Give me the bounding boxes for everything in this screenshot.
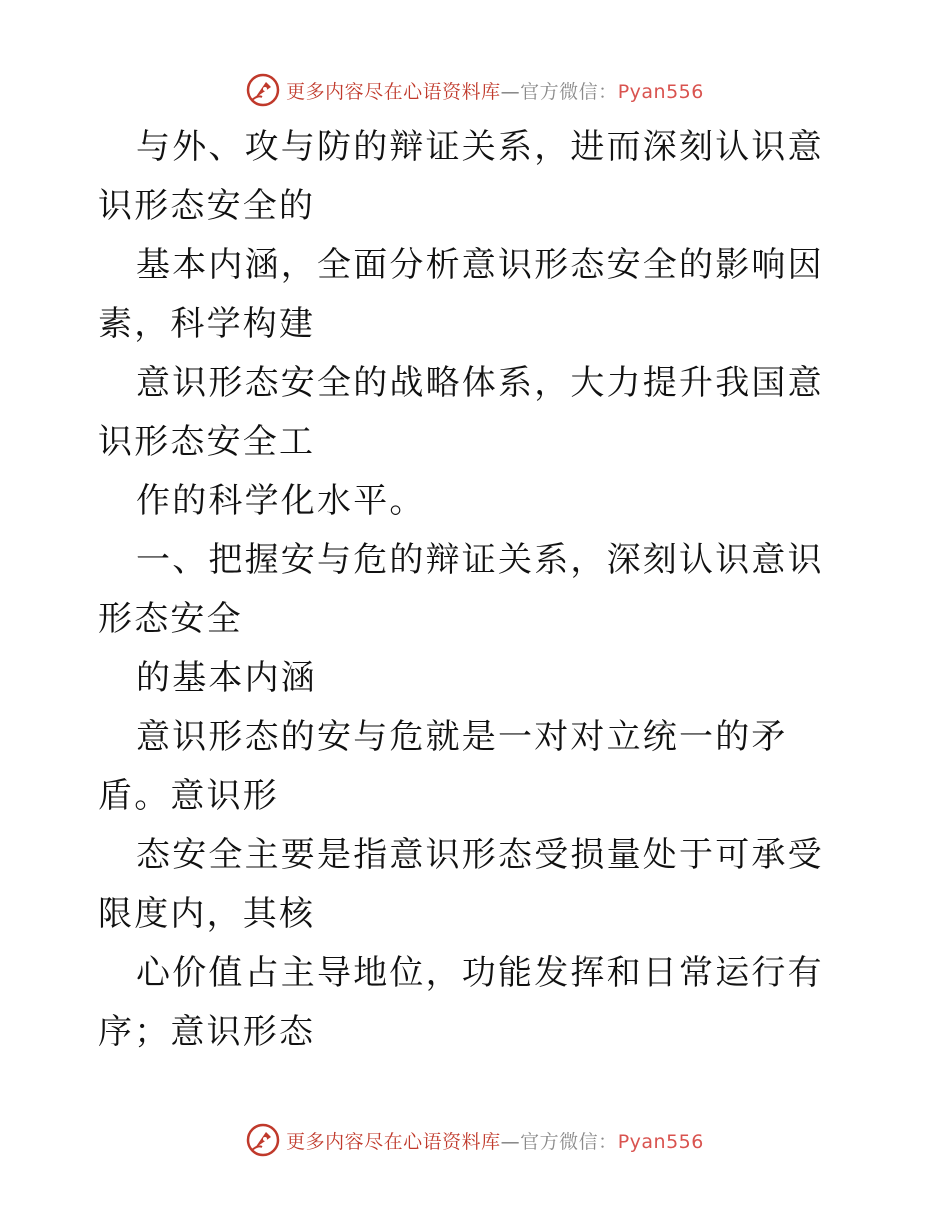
body-paragraph: 意识形态的安与危就是一对对立统一的矛盾。意识形 <box>98 717 788 816</box>
body-paragraph: 态安全主要是指意识形态受损量处于可承受限度内，其核 <box>98 835 824 934</box>
section-heading: 一、把握安与危的辩证关系，深刻认识意识形态安全 <box>98 540 824 639</box>
header-banner-text <box>286 77 704 104</box>
document-body <box>98 118 858 1062</box>
pen-nib-logo-icon <box>246 1123 280 1157</box>
header-banner <box>0 70 950 110</box>
header-wechat-id: Pyan556 <box>617 80 704 103</box>
body-paragraph: 心价值占主导地位，功能发挥和日常运行有序；意识形态 <box>98 953 824 1052</box>
footer-wechat-id: Pyan556 <box>617 1130 704 1153</box>
header-separator: — <box>500 80 521 103</box>
body-paragraph: 与外、攻与防的辩证关系，进而深刻认识意识形态安全的 <box>98 127 824 226</box>
footer-separator: — <box>500 1130 521 1153</box>
header-wechat-label: 官方微信： <box>520 80 618 103</box>
footer-banner-inner <box>246 1123 704 1157</box>
footer-banner <box>0 1120 950 1160</box>
section-heading-continued: 的基本内涵 <box>136 658 317 698</box>
footer-wechat-label: 官方微信： <box>520 1130 618 1153</box>
pen-nib-logo-icon <box>246 73 280 107</box>
header-banner-inner <box>246 73 704 107</box>
body-paragraph: 作的科学化水平。 <box>136 481 426 521</box>
footer-banner-text <box>286 1127 704 1154</box>
body-paragraph: 基本内涵，全面分析意识形态安全的影响因素，科学构建 <box>98 245 824 344</box>
header-brand-text: 更多内容尽在心语资料库 <box>286 80 501 103</box>
body-paragraph: 意识形态安全的战略体系，大力提升我国意识形态安全工 <box>98 363 824 462</box>
footer-brand-text: 更多内容尽在心语资料库 <box>286 1130 501 1153</box>
